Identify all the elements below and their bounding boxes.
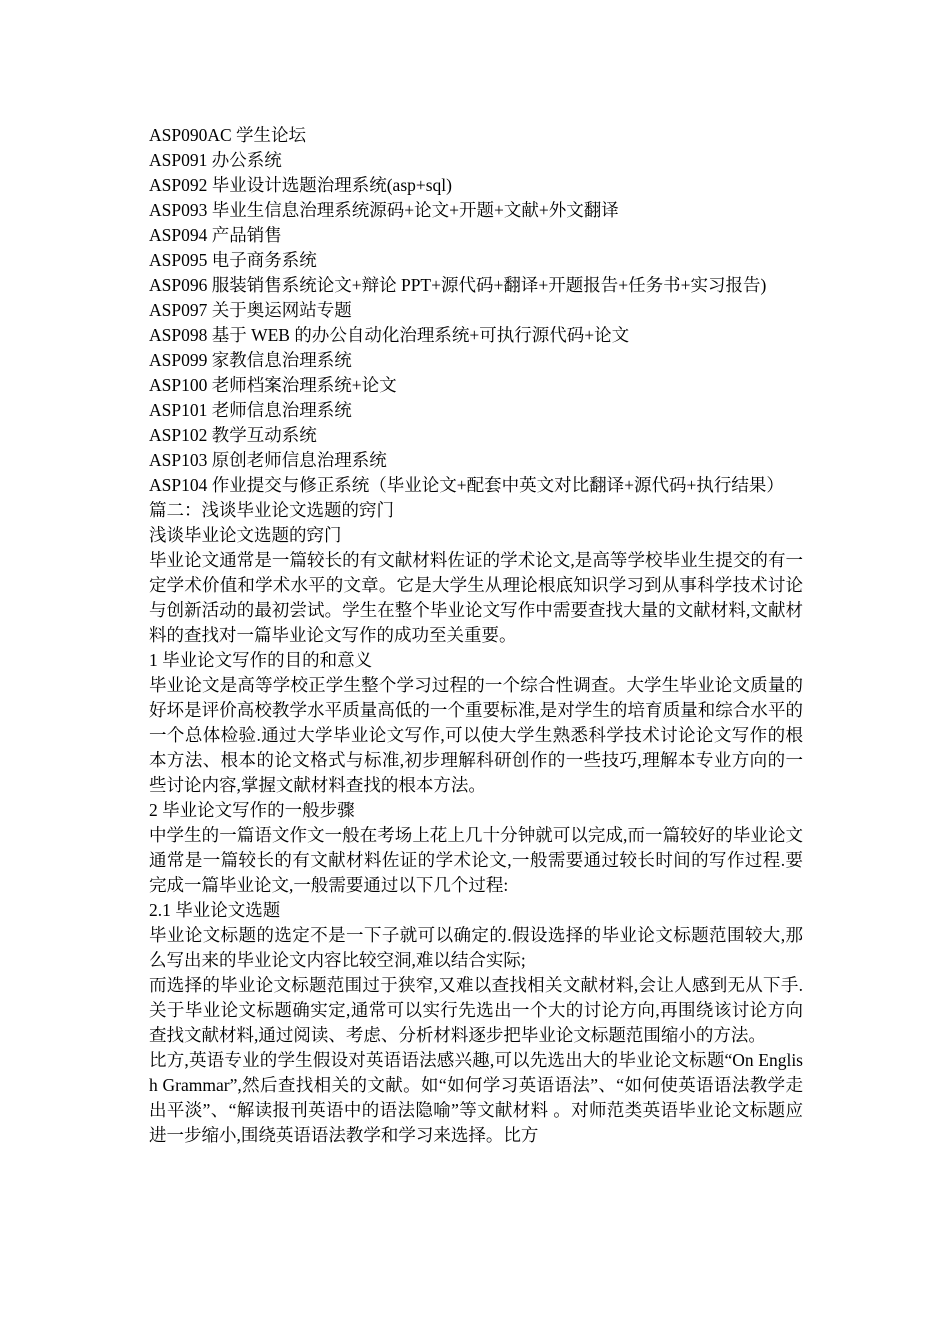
document-paragraph: 毕业论文通常是一篇较长的有文献材料佐证的学术论文,是高等学校毕业生提交的有一定学术价值和学术水平的文章。它是大学生从理论根底知识学习到从事科学技术讨论与创新活动的最初尝试。学生在整个毕业论文写作中需要查找大量的文献材料,文献材料的查找对一篇毕业论文写作的成功至关重要。 <box>149 550 803 645</box>
document-paragraph: ASP092 毕业设计选题治理系统(asp+sql) <box>149 175 453 195</box>
document-paragraph: ASP090AC 学生论坛 <box>149 125 307 145</box>
document-paragraph: 浅谈毕业论文选题的窍门 <box>149 525 342 545</box>
document-paragraph: 1 毕业论文写作的目的和意义 <box>149 650 373 670</box>
document-paragraph: ASP100 老师档案治理系统+论文 <box>149 375 397 395</box>
document-paragraph: 毕业论文标题的选定不是一下子就可以确定的.假设选择的毕业论文标题范围较大,那么写出来的毕业论文内容比较空洞,难以结合实际; <box>149 925 803 970</box>
document-paragraph: ASP091 办公系统 <box>149 150 282 170</box>
document-paragraph: ASP102 教学互动系统 <box>149 425 317 445</box>
document-paragraph: 2 毕业论文写作的一般步骤 <box>149 800 355 820</box>
document-body <box>149 123 803 1148</box>
document-paragraph: ASP096 服装销售系统论文+辩论 PPT+源代码+翻译+开题报告+任务书+实习报告) <box>149 275 767 295</box>
document-paragraph: ASP094 产品销售 <box>149 225 282 245</box>
document-paragraph: ASP098 基于 WEB 的办公自动化治理系统+可执行源代码+论文 <box>149 325 630 345</box>
document-paragraph: ASP093 毕业生信息治理系统源码+论文+开题+文献+外文翻译 <box>149 200 619 220</box>
document-paragraph: ASP104 作业提交与修正系统（毕业论文+配套中英文对比翻译+源代码+执行结果） <box>149 475 784 495</box>
document-paragraph: 而选择的毕业论文标题范围过于狭窄,又难以查找相关文献材料,会让人感到无从下手.关于毕业论文标题确实定,通常可以实行先选出一个大的讨论方向,再围绕该讨论方向查找文献材料,通过阅读、考虑、分析材料逐步把毕业论文标题范围缩小的方法。 <box>149 975 803 1045</box>
document-paragraph: 篇二：浅谈毕业论文选题的窍门 <box>149 500 394 520</box>
document-paragraph: 2.1 毕业论文选题 <box>149 900 281 920</box>
document-paragraph: 中学生的一篇语文作文一般在考场上花上几十分钟就可以完成,而一篇较好的毕业论文通常是一篇较长的有文献材料佐证的学术论文,一般需要通过较长时间的写作过程.要完成一篇毕业论文,一般需要通过以下几个过程: <box>149 825 803 895</box>
document-paragraph: ASP099 家教信息治理系统 <box>149 350 352 370</box>
document-paragraph: 毕业论文是高等学校正学生整个学习过程的一个综合性调查。大学生毕业论文质量的好坏是评价高校教学水平质量高低的一个重要标准,是对学生的培育质量和综合水平的一个总体检验.通过大学毕业论文写作,可以使大学生熟悉科学技术讨论论文写作的根本方法、根本的论文格式与标准,初步理解科研创作的一些技巧,理解本专业方向的一些讨论内容,掌握文献材料查找的根本方法。 <box>149 675 803 795</box>
document-paragraph: ASP095 电子商务系统 <box>149 250 317 270</box>
document-paragraph: ASP103 原创老师信息治理系统 <box>149 450 387 470</box>
document-paragraph: ASP097 关于奥运网站专题 <box>149 300 352 320</box>
document-paragraph: ASP101 老师信息治理系统 <box>149 400 352 420</box>
document-paragraph: 比方,英语专业的学生假设对英语语法感兴趣,可以先选出大的毕业论文标题“On English Grammar”,然后查找相关的文献。如“如何学习英语语法”、“如何使英语语法教学走出平淡”、“解读报刊英语中的语法隐喻”等文献材料 。对师范类英语毕业论文标题应进一步缩小,围绕英语语法教学和学习来选择。比方 <box>149 1050 803 1145</box>
